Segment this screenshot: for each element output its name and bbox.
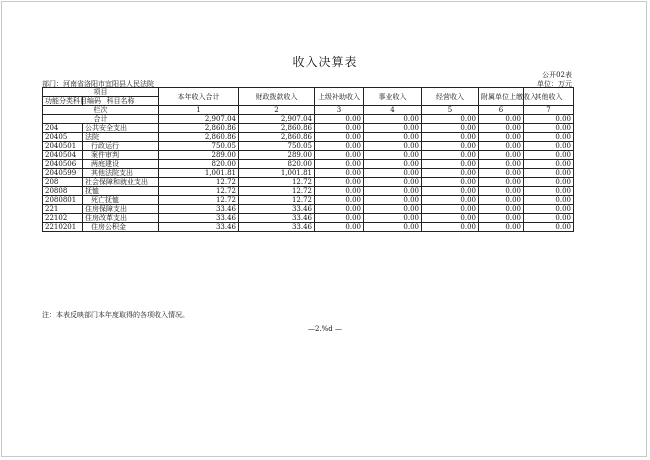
row-name: 住房改革支出	[83, 214, 159, 223]
row-value: 0.00	[422, 142, 479, 151]
total-cell: 0.00	[479, 115, 524, 124]
row-value: 0.00	[479, 133, 524, 142]
header-upper-subsidy: 上级补助收入	[315, 88, 364, 106]
page-number: —2.%d —	[307, 325, 343, 333]
row-value: 1,001.81	[239, 169, 315, 178]
row-value: 0.00	[315, 223, 364, 232]
row-value: 0.00	[524, 187, 574, 196]
row-value: 0.00	[422, 124, 479, 133]
row-value: 0.00	[315, 160, 364, 169]
row-value: 750.05	[239, 142, 315, 151]
row-value: 0.00	[524, 133, 574, 142]
row-value: 0.00	[479, 223, 524, 232]
row-value: 0.00	[364, 205, 422, 214]
row-code: 204	[43, 124, 83, 133]
col-num: 7	[524, 106, 574, 115]
row-value: 0.00	[524, 160, 574, 169]
row-value: 0.00	[524, 169, 574, 178]
row-value: 0.00	[479, 151, 524, 160]
row-value: 289.00	[159, 151, 239, 160]
row-value: 0.00	[364, 214, 422, 223]
row-code: 20405	[43, 133, 83, 142]
total-cell: 0.00	[422, 115, 479, 124]
row-value: 0.00	[422, 223, 479, 232]
row-value: 289.00	[239, 151, 315, 160]
row-value: 12.72	[159, 196, 239, 205]
row-code: 22102	[43, 214, 83, 223]
row-value: 2,860.86	[239, 133, 315, 142]
row-code: 2210201	[43, 223, 83, 232]
total-cell: 2,907.04	[159, 115, 239, 124]
row-value: 0.00	[524, 223, 574, 232]
row-value: 820.00	[239, 160, 315, 169]
row-value: 33.46	[239, 223, 315, 232]
row-value: 0.00	[364, 169, 422, 178]
row-name: 两庭建设	[83, 160, 159, 169]
row-code: 2080801	[43, 196, 83, 205]
row-value: 0.00	[422, 178, 479, 187]
row-value: 0.00	[364, 142, 422, 151]
form-code: 公开02表	[542, 71, 572, 79]
row-value: 0.00	[524, 151, 574, 160]
header-func-code: 功能分类科目编码	[43, 97, 83, 106]
table-row	[43, 187, 574, 196]
row-value: 33.46	[159, 205, 239, 214]
row-value: 0.00	[422, 214, 479, 223]
row-value: 0.00	[315, 196, 364, 205]
page-title: 收入决算表	[292, 55, 358, 69]
row-value: 0.00	[524, 205, 574, 214]
header-operating: 经营收入	[422, 88, 479, 106]
row-value: 0.00	[479, 169, 524, 178]
row-value: 33.46	[159, 223, 239, 232]
row-value: 33.46	[159, 214, 239, 223]
col-num: 3	[315, 106, 364, 115]
total-cell: 0.00	[524, 115, 574, 124]
header-col-index: 栏次	[43, 106, 159, 115]
col-num: 4	[364, 106, 422, 115]
row-value: 0.00	[479, 142, 524, 151]
header-other: 其他收入	[524, 88, 574, 106]
row-code: 2040504	[43, 151, 83, 160]
row-value: 750.05	[159, 142, 239, 151]
row-value: 12.72	[239, 178, 315, 187]
row-code: 2040501	[43, 142, 83, 151]
row-value: 0.00	[364, 178, 422, 187]
table-row	[43, 160, 574, 169]
row-value: 0.00	[479, 160, 524, 169]
row-value: 0.00	[479, 178, 524, 187]
row-value: 0.00	[524, 178, 574, 187]
total-cell: 0.00	[315, 115, 364, 124]
row-value: 0.00	[315, 133, 364, 142]
row-value: 0.00	[422, 160, 479, 169]
col-num: 1	[159, 106, 239, 115]
row-value: 0.00	[479, 205, 524, 214]
header-business: 事业收入	[364, 88, 422, 106]
total-row	[43, 115, 574, 124]
row-name: 公共安全支出	[83, 124, 159, 133]
row-value: 0.00	[524, 124, 574, 133]
row-value: 0.00	[524, 214, 574, 223]
total-label: 合计	[43, 115, 159, 124]
row-value: 0.00	[315, 214, 364, 223]
table-row	[43, 205, 574, 214]
row-value: 0.00	[479, 196, 524, 205]
row-value: 0.00	[422, 133, 479, 142]
row-value: 0.00	[315, 178, 364, 187]
row-value: 0.00	[524, 196, 574, 205]
row-value: 0.00	[315, 169, 364, 178]
header-subject-name: 科目名称	[83, 97, 159, 106]
row-value: 33.46	[239, 205, 315, 214]
row-value: 0.00	[364, 187, 422, 196]
unit-label: 单位：万元	[537, 80, 572, 88]
row-code: 208	[43, 178, 83, 187]
table-row	[43, 151, 574, 160]
row-code: 2040506	[43, 160, 83, 169]
row-value: 0.00	[315, 151, 364, 160]
row-value: 0.00	[422, 205, 479, 214]
table-row	[43, 214, 574, 223]
row-value: 0.00	[315, 124, 364, 133]
header-item: 项目	[43, 88, 159, 97]
row-value: 0.00	[479, 214, 524, 223]
row-value: 0.00	[422, 151, 479, 160]
total-cell: 2,907.04	[239, 115, 315, 124]
row-name: 死亡抚恤	[83, 196, 159, 205]
row-code: 20808	[43, 187, 83, 196]
row-value: 12.72	[239, 187, 315, 196]
row-code: 221	[43, 205, 83, 214]
row-value: 0.00	[364, 160, 422, 169]
col-num: 5	[422, 106, 479, 115]
row-value: 820.00	[159, 160, 239, 169]
header-affiliated: 附属单位上缴收入	[479, 88, 524, 106]
row-code: 2040599	[43, 169, 83, 178]
row-name: 法院	[83, 133, 159, 142]
table-row	[43, 169, 574, 178]
row-value: 0.00	[479, 124, 524, 133]
row-name: 社会保障和就业支出	[83, 178, 159, 187]
row-value: 2,860.86	[239, 124, 315, 133]
row-value: 0.00	[422, 187, 479, 196]
table-note: 注：本表反映部门本年度取得的各项收入情况。	[42, 311, 189, 319]
row-value: 1,001.81	[159, 169, 239, 178]
row-value: 12.72	[159, 187, 239, 196]
row-value: 2,860.86	[159, 124, 239, 133]
row-value: 0.00	[364, 151, 422, 160]
department-label: 部门：河南省洛阳市宜阳县人民法院	[42, 80, 154, 88]
table-row	[43, 223, 574, 232]
table-row	[43, 142, 574, 151]
header-total: 本年收入合计	[159, 88, 239, 106]
row-value: 0.00	[422, 169, 479, 178]
income-table	[42, 87, 574, 232]
col-num: 2	[239, 106, 315, 115]
row-value: 33.46	[239, 214, 315, 223]
table-row	[43, 178, 574, 187]
row-value: 0.00	[315, 142, 364, 151]
row-value: 0.00	[364, 196, 422, 205]
row-name: 行政运行	[83, 142, 159, 151]
table-row	[43, 133, 574, 142]
row-value: 12.72	[239, 196, 315, 205]
header-fiscal: 财政拨款收入	[239, 88, 315, 106]
row-value: 0.00	[422, 196, 479, 205]
row-value: 12.72	[159, 178, 239, 187]
row-value: 2,860.86	[159, 133, 239, 142]
total-cell: 0.00	[364, 115, 422, 124]
row-value: 0.00	[479, 187, 524, 196]
row-value: 0.00	[315, 205, 364, 214]
row-value: 0.00	[364, 223, 422, 232]
row-name: 住房保障支出	[83, 205, 159, 214]
table-row	[43, 196, 574, 205]
table-row	[43, 124, 574, 133]
row-name: 住房公积金	[83, 223, 159, 232]
col-num: 6	[479, 106, 524, 115]
row-name: 案件审判	[83, 151, 159, 160]
row-value: 0.00	[364, 133, 422, 142]
row-name: 抚恤	[83, 187, 159, 196]
row-name: 其他法院支出	[83, 169, 159, 178]
row-value: 0.00	[364, 124, 422, 133]
row-value: 0.00	[315, 187, 364, 196]
row-value: 0.00	[524, 142, 574, 151]
